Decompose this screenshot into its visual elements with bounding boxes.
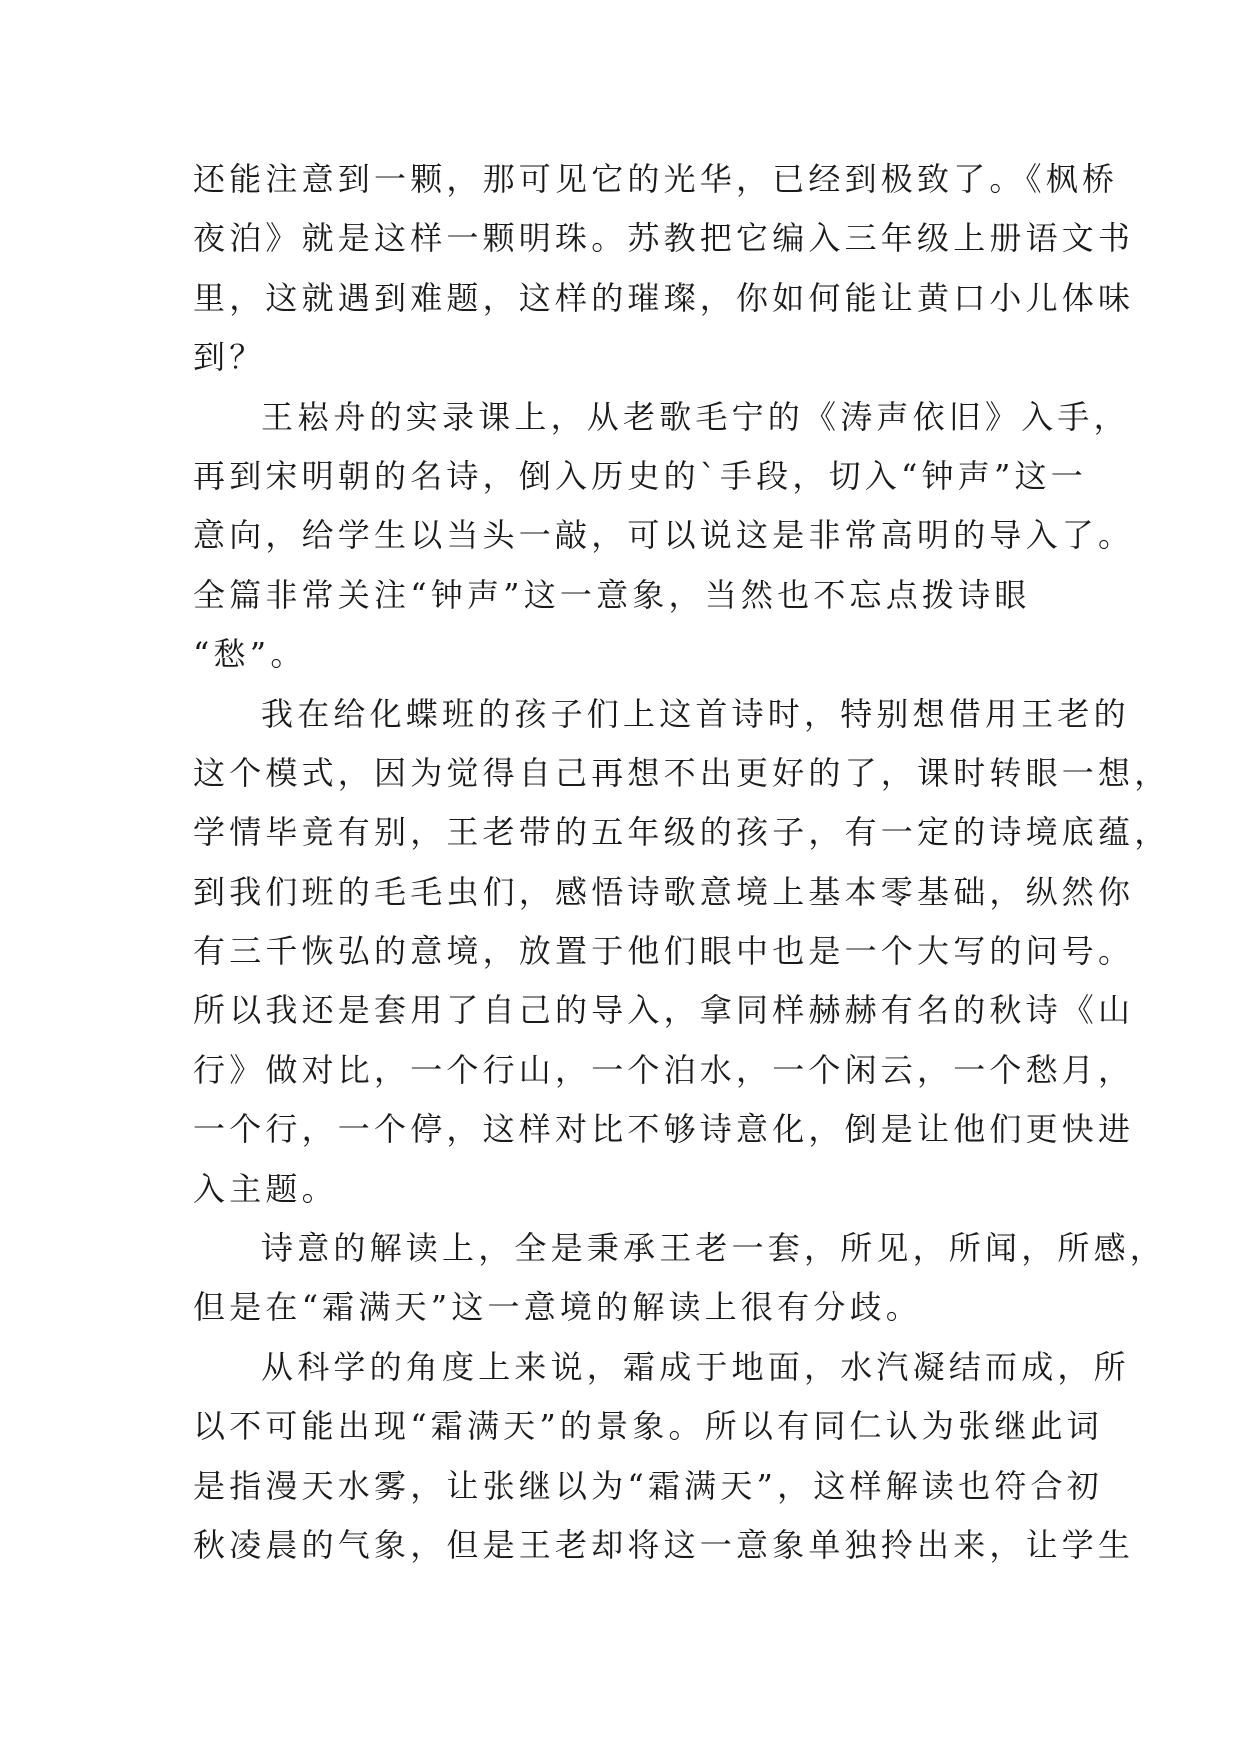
text-line: 是指漫天水雾，让张继以为“霜满天”，这样解读也符合初 [193, 1466, 1103, 1505]
text-line: 这个模式，因为觉得自己再想不出更好的了，课时转眼一想， [193, 753, 1171, 792]
text-line: “愁”。 [193, 635, 307, 674]
text-line: 入主题。 [193, 1169, 338, 1208]
document-body [193, 150, 1171, 1575]
text-line: 里，这就遇到难题，这样的璀璨，你如何能让黄口小儿体味 [193, 278, 1135, 317]
text-line: 夜泊》就是这样一颗明珠。苏教把它编入三年级上册语文书 [193, 219, 1135, 258]
text-line: 全篇非常关注“钟声”这一意象，当然也不忘点拨诗眼 [193, 575, 1031, 614]
text-line: 所以我还是套用了自己的导入，拿同样赫赫有名的秋诗《山 [193, 991, 1135, 1030]
text-line: 到我们班的毛毛虫们，感悟诗歌意境上基本零基础，纵然你 [193, 872, 1135, 911]
text-line: 再到宋明朝的名诗，倒入历史的`手段，切入“钟声”这一 [193, 456, 1087, 495]
text-line: 还能注意到一颗，那可见它的光华，已经到极致了。《枫桥 [193, 160, 1119, 198]
text-line: 秋凌晨的气象，但是王老却将这一意象单独拎出来，让学生 [193, 1525, 1135, 1564]
paragraph-first-line: 诗意的解读上，全是秉承王老一套，所见，所闻，所感， [261, 1229, 1167, 1268]
text-line: 行》做对比，一个行山，一个泊水，一个闲云，一个愁月， [193, 1050, 1135, 1089]
paragraph-first-line: 我在给化蝶班的孩子们上这首诗时，特别想借用王老的 [261, 694, 1130, 733]
text-line: 意向，给学生以当头一敲，可以说这是非常高明的导入了。 [193, 516, 1135, 555]
text-line: 以不可能出现“霜满天”的景象。所以有同仁认为张继此词 [193, 1407, 1103, 1446]
text-line: 一个行，一个停，这样对比不够诗意化，倒是让他们更快进 [193, 1110, 1135, 1149]
text-line: 学情毕竟有别，王老带的五年级的孩子，有一定的诗境底蕴， [193, 813, 1171, 852]
text-line: 到？ [193, 338, 266, 377]
paragraph-first-line: 王崧舟的实录课上，从老歌毛宁的《涛声依旧》入手， [261, 397, 1130, 436]
paragraph-first-line: 从科学的角度上来说，霜成于地面，水汽凝结而成，所 [261, 1347, 1130, 1386]
text-line: 有三千恢弘的意境，放置于他们眼中也是一个大写的问号。 [193, 932, 1135, 971]
text-line: 但是在“霜满天”这一意境的解读上很有分歧。 [193, 1288, 922, 1327]
